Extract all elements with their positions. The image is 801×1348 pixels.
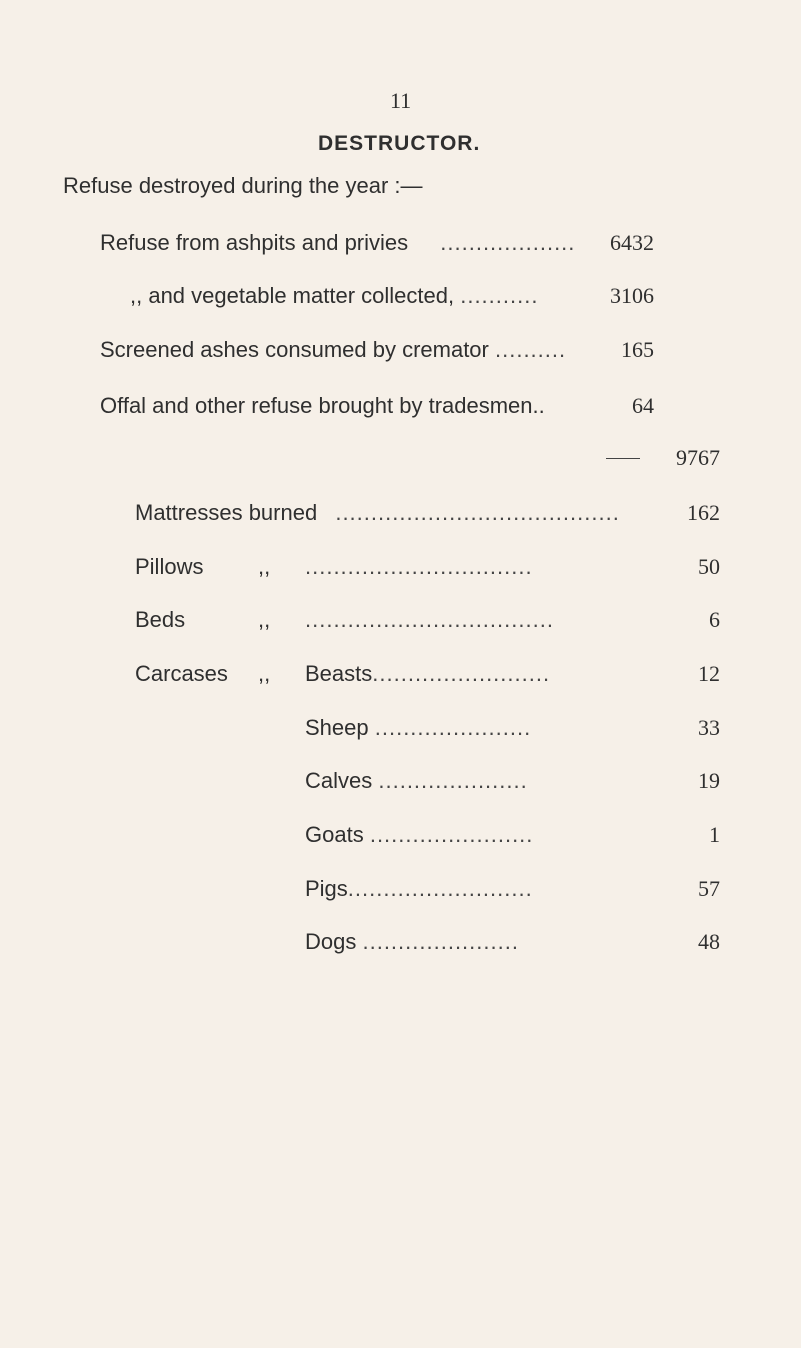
ditto-mark: ,, xyxy=(258,607,271,632)
leader-dots: ................... xyxy=(440,230,576,255)
refuse-row xyxy=(130,283,538,309)
row-label: Calves xyxy=(305,768,373,793)
row-label: Screened ashes consumed by cremator xyxy=(100,337,489,362)
row-label: Beasts xyxy=(305,661,373,686)
leader-dots: ...................... xyxy=(362,929,519,954)
ditto-mark: ,, xyxy=(258,661,271,686)
leader-dots: ........... xyxy=(460,283,539,308)
row-value: 3106 xyxy=(610,283,654,308)
refuse-row xyxy=(100,337,566,363)
page-title: DESTRUCTOR. xyxy=(318,132,481,155)
row-value: 1 xyxy=(709,822,720,847)
row-value: 6432 xyxy=(610,230,654,255)
row-label: Offal and other refuse brought by tradesmen.. xyxy=(100,393,545,418)
carcase-row xyxy=(305,876,533,902)
intro-text: Refuse destroyed during the year :— xyxy=(63,173,423,198)
burned-row xyxy=(135,554,203,580)
leader-dots: ....................... xyxy=(369,822,534,847)
carcase-row xyxy=(305,929,519,955)
row-value: 64 xyxy=(632,393,654,418)
row-value: 33 xyxy=(698,715,720,740)
row-label: Goats xyxy=(305,822,364,847)
leader-dots: .......... xyxy=(495,337,567,362)
refuse-row xyxy=(100,393,545,419)
ditto-mark: ,, xyxy=(258,554,271,579)
carcase-row xyxy=(305,822,533,848)
row-label: ,, and vegetable matter collected, xyxy=(130,283,455,308)
row-value: 57 xyxy=(698,876,720,901)
row-label: Pigs xyxy=(305,876,348,901)
leader-dots: ........................................ xyxy=(335,500,620,525)
carcases-label: Carcases xyxy=(135,661,228,686)
carcase-row xyxy=(305,661,550,687)
burned-row xyxy=(135,607,185,633)
page-number: 11 xyxy=(390,88,412,113)
burned-row xyxy=(135,500,620,526)
row-value: 6 xyxy=(709,607,720,632)
row-label: Sheep xyxy=(305,715,369,740)
row-value: 48 xyxy=(698,929,720,954)
row-value: 162 xyxy=(687,500,720,525)
leader-dots: ................................... xyxy=(305,607,554,632)
row-value: 165 xyxy=(621,337,654,362)
row-value: 19 xyxy=(698,768,720,793)
row-label: Refuse from ashpits and privies xyxy=(100,230,409,255)
refuse-row xyxy=(100,230,575,256)
row-value: 50 xyxy=(698,554,720,579)
row-label: Beds xyxy=(135,607,186,632)
row-label: Pillows xyxy=(135,554,204,579)
row-label: Mattresses burned xyxy=(135,500,318,525)
carcase-row xyxy=(305,768,528,794)
total-value: 9767 xyxy=(676,445,720,470)
leader-dots: ......................... xyxy=(372,661,551,686)
leader-dots: ..................... xyxy=(378,768,528,793)
leader-dots: ...................... xyxy=(374,715,532,740)
row-value: 12 xyxy=(698,661,720,686)
leader-dots: .......................... xyxy=(347,876,533,901)
leader-dots: ................................ xyxy=(305,554,533,579)
row-label: Dogs xyxy=(305,929,357,954)
carcase-row xyxy=(305,715,531,741)
total-rule xyxy=(606,458,640,459)
